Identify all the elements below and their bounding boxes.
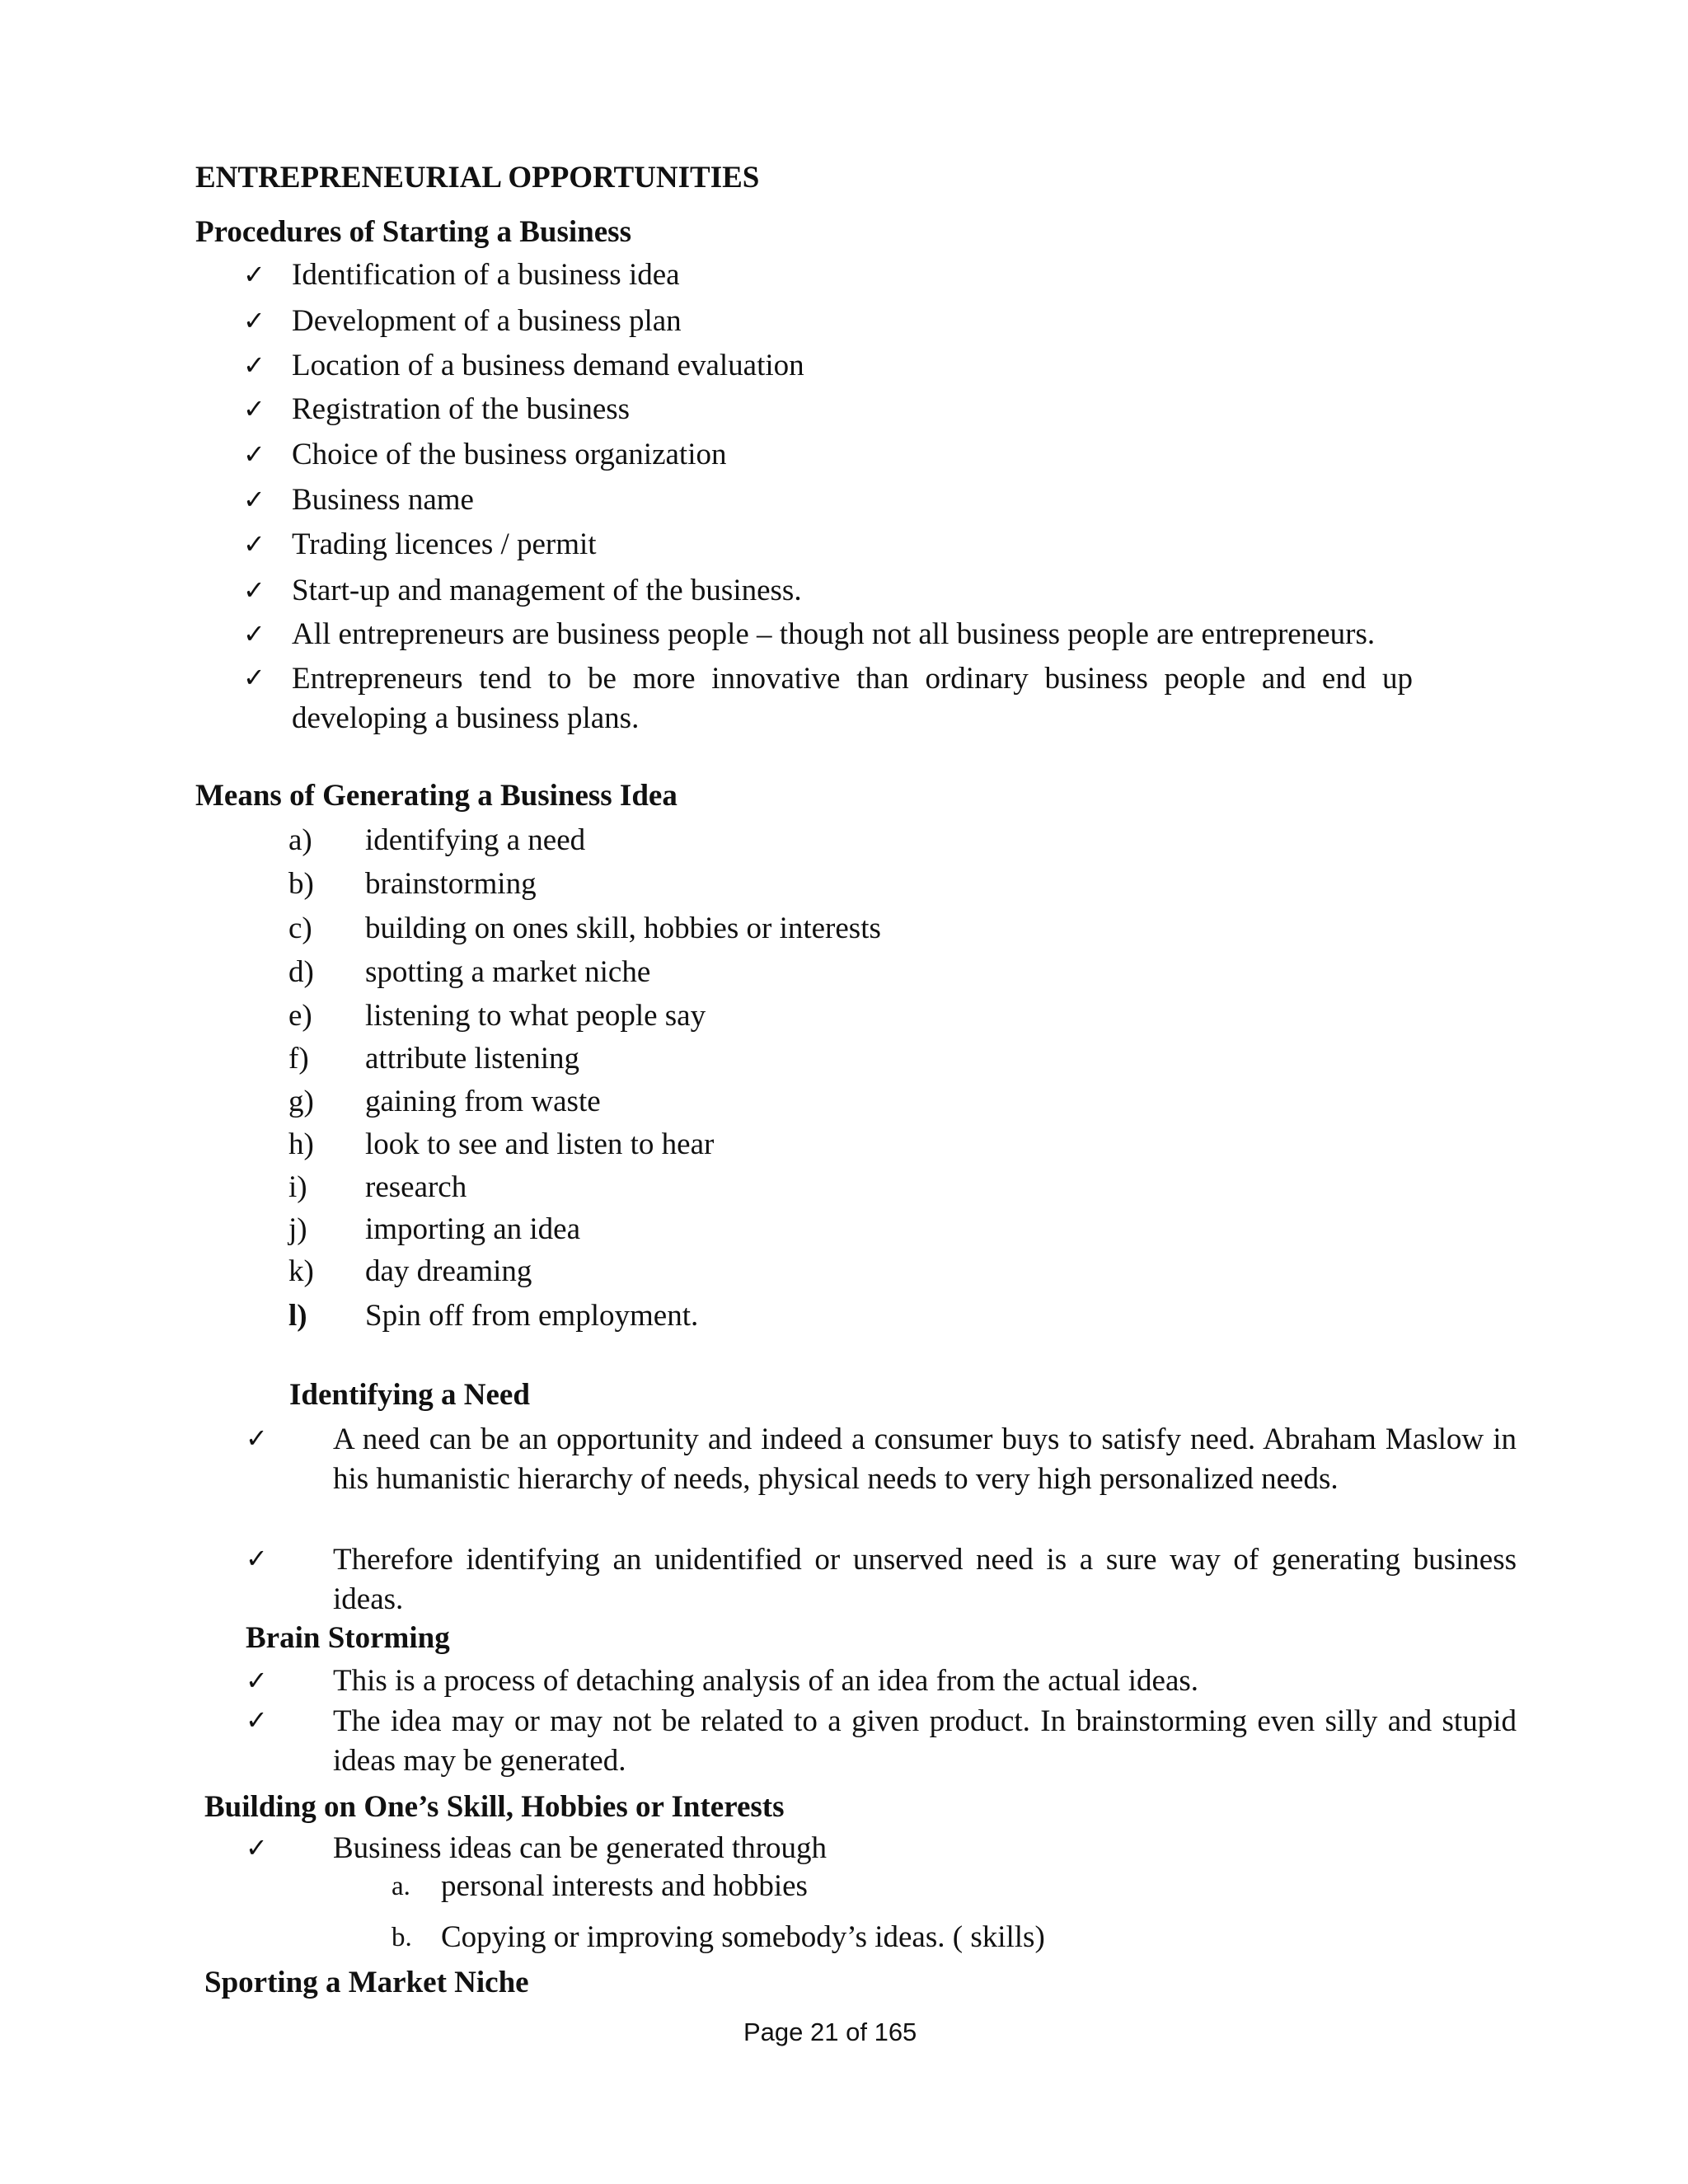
list-item-letter: f) [288,1042,309,1076]
check-icon: ✓ [243,259,265,290]
list-item: The idea may or may not be related to a given product. In brainstorming even silly and stupid ideas may be generated. [333,1704,1517,1778]
check-icon: ✓ [246,1543,268,1574]
list-item-letter: a. [392,1872,410,1901]
list-item: listening to what people say [365,999,706,1033]
list-item-letter: h) [288,1127,314,1161]
list-item-letter: k) [288,1254,314,1288]
check-icon: ✓ [243,618,265,649]
check-icon: ✓ [246,1422,268,1454]
list-item-letter: a) [288,823,312,857]
sporting-heading: Sporting a Market Niche [204,1966,529,1999]
check-icon: ✓ [243,393,265,424]
list-item-letter: b) [288,867,314,901]
list-item-letter: j) [288,1212,307,1246]
list-item: research [365,1170,467,1204]
list-item: Copying or improving somebody’s ideas. ( skills) [441,1920,1045,1954]
list-item: Spin off from employment. [365,1299,699,1333]
list-item: Entrepreneurs tend to be more innovative than ordinary business people and end up developing a business plans. [292,662,1413,735]
list-item: Development of a business plan [292,304,682,338]
check-icon: ✓ [246,1832,268,1863]
list-item: This is a process of detaching analysis of an idea from the actual ideas. [333,1664,1199,1698]
list-item: All entrepreneurs are business people – though not all business people are entrepreneurs. [292,617,1376,651]
check-icon: ✓ [243,438,265,470]
document-title: ENTREPRENEURIAL OPPORTUNITIES [195,161,760,194]
list-item: personal interests and hobbies [441,1869,808,1903]
means-heading: Means of Generating a Business Idea [195,779,678,813]
list-item: building on ones skill, hobbies or interests [365,912,881,945]
check-icon: ✓ [243,662,265,693]
building-heading: Building on One’s Skill, Hobbies or Interests [204,1790,785,1824]
list-item: attribute listening [365,1042,579,1076]
list-item: gaining from waste [365,1085,601,1118]
list-item-letter: e) [288,999,312,1033]
list-item: Business name [292,483,474,517]
list-item-letter: c) [288,912,312,945]
check-icon: ✓ [243,528,265,560]
list-item: importing an idea [365,1212,580,1246]
check-icon: ✓ [243,484,265,515]
check-icon: ✓ [246,1665,268,1696]
list-item: Therefore identifying an unidentified or unserved need is a sure way of generating business ideas. [333,1543,1517,1616]
list-item: Identification of a business idea [292,258,680,292]
list-item: brainstorming [365,867,537,901]
list-item: day dreaming [365,1254,532,1288]
check-icon: ✓ [246,1704,268,1736]
list-item: Choice of the business organization [292,438,727,471]
list-item: look to see and listen to hear [365,1127,715,1161]
list-item-letter: g) [288,1085,314,1118]
list-item: Trading licences / permit [292,527,597,561]
check-icon: ✓ [243,574,265,606]
check-icon: ✓ [243,305,265,336]
check-icon: ✓ [243,349,265,381]
list-item: identifying a need [365,823,586,857]
brainstorming-heading: Brain Storming [246,1621,450,1655]
list-item: Location of a business demand evaluation [292,349,804,382]
list-item: spotting a market niche [365,955,651,989]
list-item: Business ideas can be generated through [333,1831,828,1865]
procedures-heading: Procedures of Starting a Business [195,215,631,249]
list-item-letter: b. [392,1923,412,1952]
list-item: A need can be an opportunity and indeed a consumer buys to satisfy need. Abraham Maslow in his humanistic hierarchy of needs, physical needs to very high personalized needs. [333,1422,1517,1496]
list-item: Start-up and management of the business. [292,574,802,607]
list-item-letter: d) [288,955,314,989]
list-item-letter: l) [288,1299,307,1333]
identifying-heading: Identifying a Need [289,1378,530,1412]
list-item-letter: i) [288,1170,307,1204]
page-number: Page 21 of 165 [743,2018,917,2046]
list-item: Registration of the business [292,392,631,426]
